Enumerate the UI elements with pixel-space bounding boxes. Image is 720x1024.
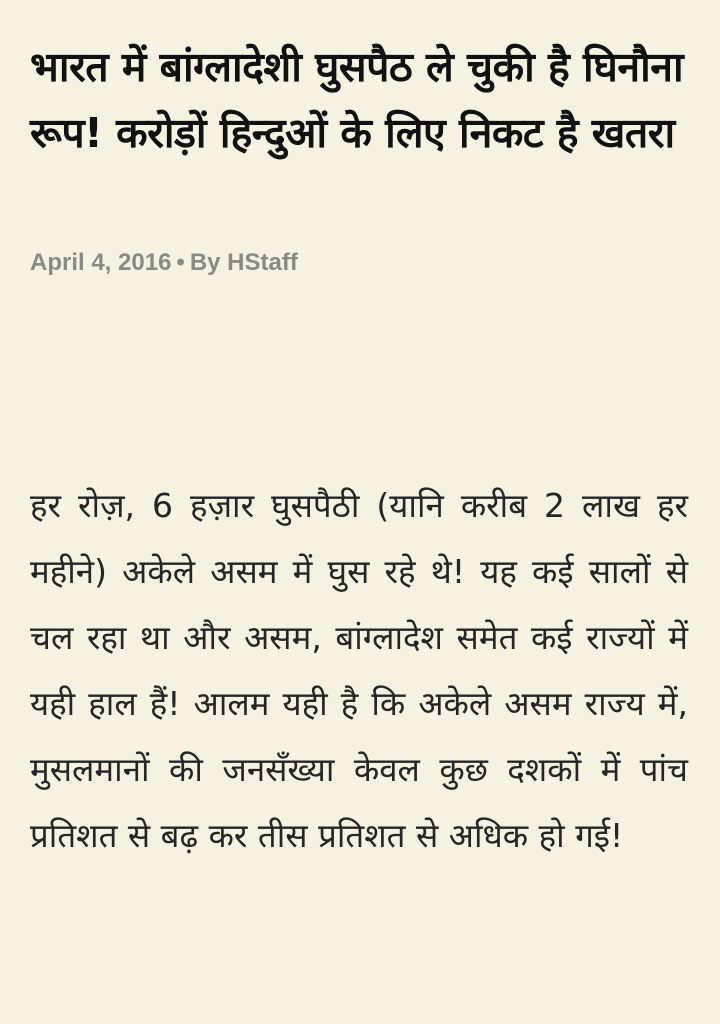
article-meta xyxy=(30,246,298,280)
meta-separator: • xyxy=(176,249,185,276)
publish-date: April 4, 2016 xyxy=(30,249,172,276)
article-title: भारत में बांग्लादेशी घुसपैठ ले चुकी है घिनौना रूप! करोड़ों हिन्दुओं के लिए निकट है खतरा xyxy=(30,43,684,157)
article-body: हर रोज़, 6 हज़ार घुसपैठी (यानि करीब 2 लाख हर महीने) अकेले असम में घुस रहे थे! यह कई सालों से चल रहा था और असम, बांग्लादेश समेत कई राज्यों में यही हाल हैं! आलम यही है कि अकेले असम राज्य में, मुसलमानों की जनसँख्या केवल कुछ दशकों में पांच प्रतिशत से बढ़ कर तीस प्रतिशत से अधिक हो गई! xyxy=(30,486,688,855)
author-byline: By HStaff xyxy=(189,249,298,276)
